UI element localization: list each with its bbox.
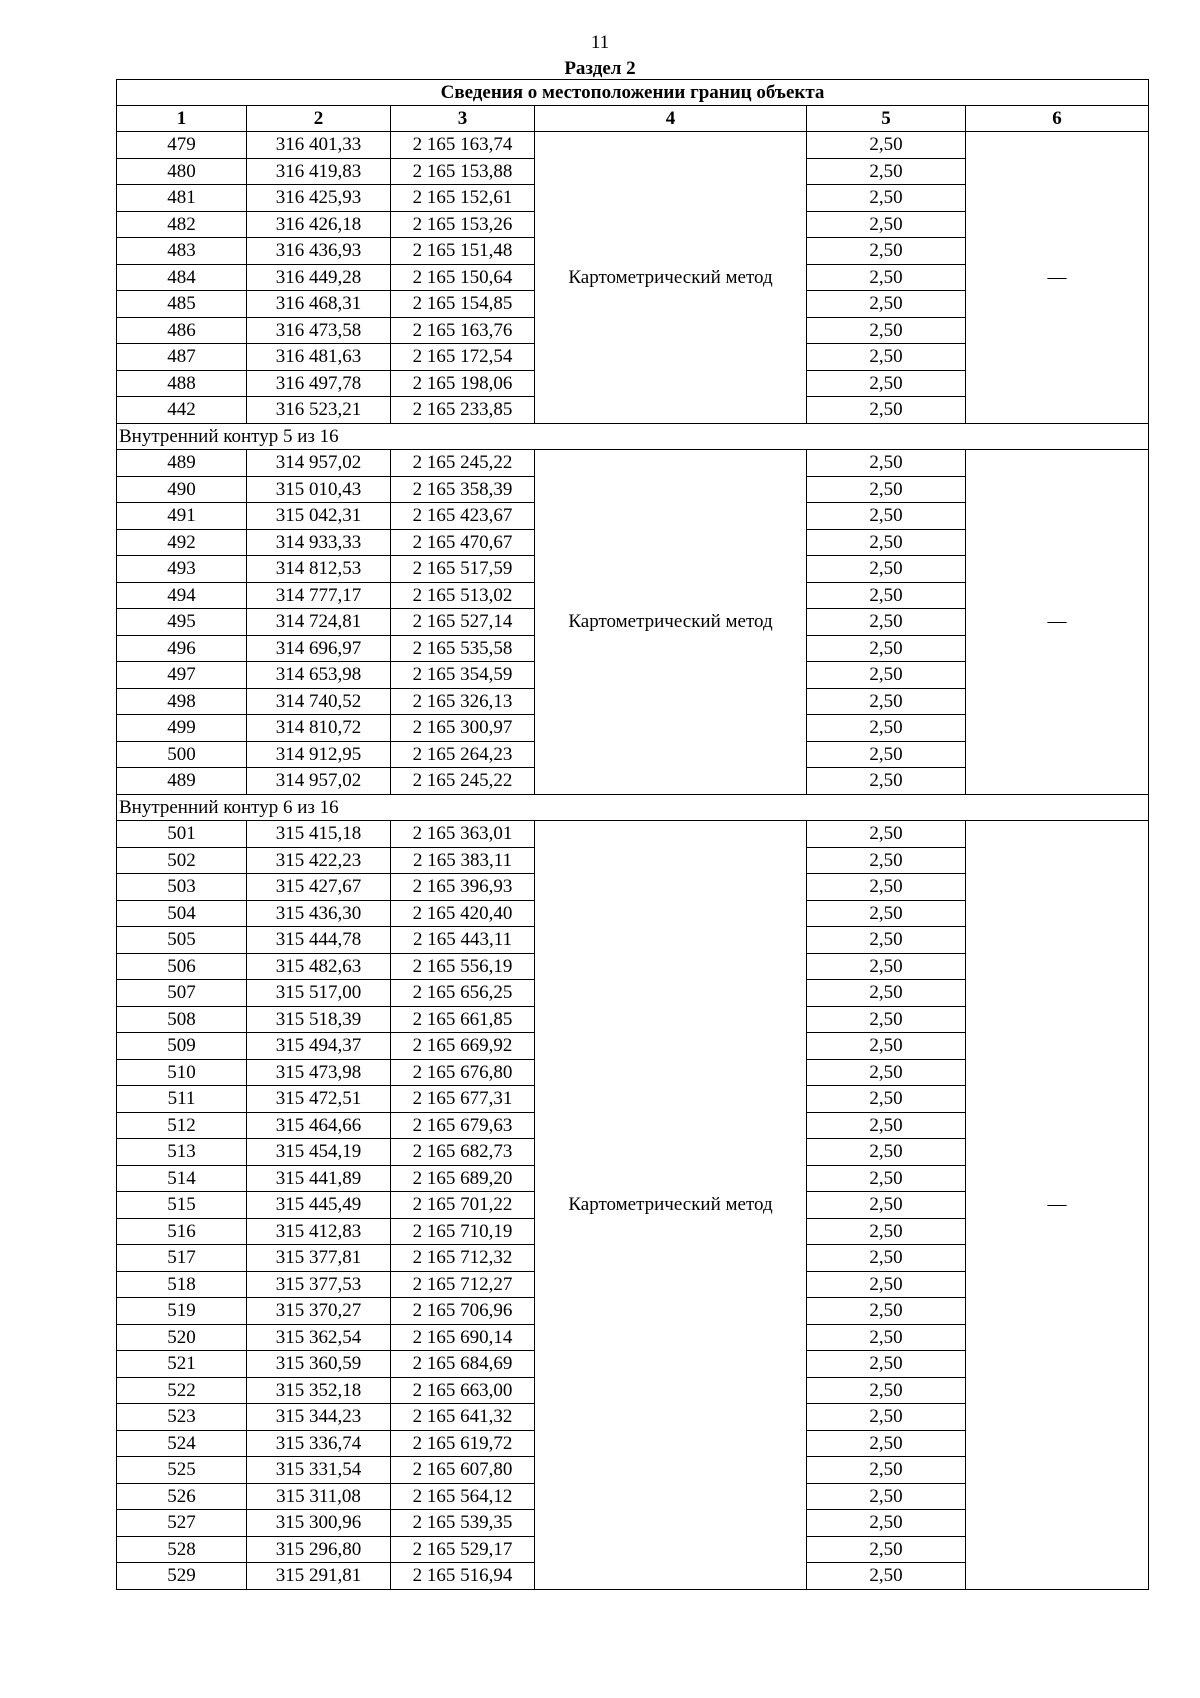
coord-y-cell: 2 165 151,48 [391,238,535,265]
precision-cell: 2,50 [807,1536,966,1563]
point-number-cell: 503 [117,874,247,901]
coord-x-cell: 315 291,81 [247,1563,391,1590]
coord-x-cell: 316 401,33 [247,132,391,159]
point-number-cell: 494 [117,582,247,609]
precision-cell: 2,50 [807,635,966,662]
precision-cell: 2,50 [807,1139,966,1166]
precision-cell: 2,50 [807,953,966,980]
coord-x-cell: 316 468,31 [247,291,391,318]
method-cell: Картометрический метод [535,450,807,795]
coord-x-cell: 314 777,17 [247,582,391,609]
precision-cell: 2,50 [807,450,966,477]
coord-x-cell: 315 360,59 [247,1351,391,1378]
point-number-cell: 495 [117,609,247,636]
coord-y-cell: 2 165 706,96 [391,1298,535,1325]
coord-y-cell: 2 165 423,67 [391,503,535,530]
coord-x-cell: 316 473,58 [247,317,391,344]
point-number-cell: 488 [117,370,247,397]
point-number-cell: 481 [117,185,247,212]
coord-y-cell: 2 165 669,92 [391,1033,535,1060]
point-number-cell: 521 [117,1351,247,1378]
coord-y-cell: 2 165 154,85 [391,291,535,318]
precision-cell: 2,50 [807,1086,966,1113]
coord-y-cell: 2 165 172,54 [391,344,535,371]
point-number-cell: 490 [117,476,247,503]
coord-x-cell: 315 473,98 [247,1059,391,1086]
precision-cell: 2,50 [807,556,966,583]
coord-y-cell: 2 165 619,72 [391,1430,535,1457]
coord-y-cell: 2 165 661,85 [391,1006,535,1033]
point-number-cell: 484 [117,264,247,291]
precision-cell: 2,50 [807,476,966,503]
column-number: 4 [535,106,807,132]
coord-x-cell: 314 957,02 [247,450,391,477]
coord-x-cell: 316 436,93 [247,238,391,265]
coord-y-cell: 2 165 712,27 [391,1271,535,1298]
point-number-cell: 500 [117,741,247,768]
point-number-cell: 489 [117,768,247,795]
coord-x-cell: 315 412,83 [247,1218,391,1245]
column-6-cell: — [966,450,1149,795]
column-number: 6 [966,106,1149,132]
precision-cell: 2,50 [807,688,966,715]
coord-x-cell: 316 523,21 [247,397,391,424]
coord-y-cell: 2 165 245,22 [391,450,535,477]
coord-y-cell: 2 165 163,76 [391,317,535,344]
point-number-cell: 528 [117,1536,247,1563]
table-row [117,821,1149,848]
point-number-cell: 442 [117,397,247,424]
precision-cell: 2,50 [807,927,966,954]
point-number-cell: 512 [117,1112,247,1139]
precision-cell: 2,50 [807,1510,966,1537]
coord-x-cell: 315 377,53 [247,1271,391,1298]
precision-cell: 2,50 [807,185,966,212]
precision-cell: 2,50 [807,344,966,371]
table-row [117,450,1149,477]
coord-x-cell: 316 419,83 [247,158,391,185]
precision-cell: 2,50 [807,1563,966,1590]
point-number-cell: 514 [117,1165,247,1192]
precision-cell: 2,50 [807,1245,966,1272]
precision-cell: 2,50 [807,370,966,397]
coord-x-cell: 315 352,18 [247,1377,391,1404]
coord-x-cell: 315 464,66 [247,1112,391,1139]
coord-y-cell: 2 165 443,11 [391,927,535,954]
precision-cell: 2,50 [807,1006,966,1033]
contour-label: Внутренний контур 6 из 16 [117,794,1149,821]
point-number-cell: 498 [117,688,247,715]
point-number-cell: 487 [117,344,247,371]
coord-x-cell: 314 957,02 [247,768,391,795]
coord-x-cell: 315 427,67 [247,874,391,901]
point-number-cell: 513 [117,1139,247,1166]
point-number-cell: 496 [117,635,247,662]
column-number-row [117,106,1149,132]
coord-x-cell: 316 481,63 [247,344,391,371]
precision-cell: 2,50 [807,132,966,159]
precision-cell: 2,50 [807,715,966,742]
coord-x-cell: 315 296,80 [247,1536,391,1563]
coord-y-cell: 2 165 539,35 [391,1510,535,1537]
coord-x-cell: 315 517,00 [247,980,391,1007]
point-number-cell: 501 [117,821,247,848]
coord-x-cell: 315 336,74 [247,1430,391,1457]
precision-cell: 2,50 [807,821,966,848]
coord-y-cell: 2 165 245,22 [391,768,535,795]
column-number: 5 [807,106,966,132]
coord-x-cell: 314 812,53 [247,556,391,583]
point-number-cell: 522 [117,1377,247,1404]
coord-y-cell: 2 165 684,69 [391,1351,535,1378]
precision-cell: 2,50 [807,874,966,901]
point-number-cell: 505 [117,927,247,954]
column-number: 3 [391,106,535,132]
point-number-cell: 493 [117,556,247,583]
coord-x-cell: 316 497,78 [247,370,391,397]
coord-x-cell: 315 331,54 [247,1457,391,1484]
precision-cell: 2,50 [807,582,966,609]
section-title: Раздел 2 [564,58,636,79]
method-cell: Картометрический метод [535,132,807,424]
point-number-cell: 519 [117,1298,247,1325]
coord-y-cell: 2 165 529,17 [391,1536,535,1563]
coord-x-cell: 315 436,30 [247,900,391,927]
coord-y-cell: 2 165 300,97 [391,715,535,742]
coord-y-cell: 2 165 676,80 [391,1059,535,1086]
point-number-cell: 491 [117,503,247,530]
contour-header-row [117,423,1149,450]
point-number-cell: 517 [117,1245,247,1272]
precision-cell: 2,50 [807,741,966,768]
point-number-cell: 507 [117,980,247,1007]
point-number-cell: 524 [117,1430,247,1457]
boundary-coordinates-table [116,79,1149,1590]
precision-cell: 2,50 [807,1324,966,1351]
table-body [117,80,1149,1590]
precision-cell: 2,50 [807,1351,966,1378]
precision-cell: 2,50 [807,1059,966,1086]
coord-y-cell: 2 165 326,13 [391,688,535,715]
point-number-cell: 509 [117,1033,247,1060]
point-number-cell: 525 [117,1457,247,1484]
coord-x-cell: 315 441,89 [247,1165,391,1192]
point-number-cell: 523 [117,1404,247,1431]
point-number-cell: 520 [117,1324,247,1351]
contour-header-row [117,794,1149,821]
column-number: 2 [247,106,391,132]
coord-y-cell: 2 165 682,73 [391,1139,535,1166]
coord-x-cell: 315 482,63 [247,953,391,980]
point-number-cell: 504 [117,900,247,927]
precision-cell: 2,50 [807,1483,966,1510]
coord-x-cell: 316 449,28 [247,264,391,291]
precision-cell: 2,50 [807,1112,966,1139]
coord-y-cell: 2 165 517,59 [391,556,535,583]
column-number: 1 [117,106,247,132]
precision-cell: 2,50 [807,609,966,636]
precision-cell: 2,50 [807,1033,966,1060]
coord-y-cell: 2 165 470,67 [391,529,535,556]
point-number-cell: 527 [117,1510,247,1537]
coord-x-cell: 315 415,18 [247,821,391,848]
precision-cell: 2,50 [807,1192,966,1219]
coord-y-cell: 2 165 513,02 [391,582,535,609]
precision-cell: 2,50 [807,900,966,927]
precision-cell: 2,50 [807,847,966,874]
coord-y-cell: 2 165 264,23 [391,741,535,768]
coord-y-cell: 2 165 233,85 [391,397,535,424]
point-number-cell: 485 [117,291,247,318]
point-number-cell: 510 [117,1059,247,1086]
coord-x-cell: 314 933,33 [247,529,391,556]
precision-cell: 2,50 [807,211,966,238]
coord-x-cell: 315 444,78 [247,927,391,954]
coord-y-cell: 2 165 527,14 [391,609,535,636]
coord-y-cell: 2 165 363,01 [391,821,535,848]
coord-x-cell: 315 377,81 [247,1245,391,1272]
table-row [117,132,1149,159]
precision-cell: 2,50 [807,264,966,291]
coord-y-cell: 2 165 150,64 [391,264,535,291]
coord-x-cell: 315 445,49 [247,1192,391,1219]
point-number-cell: 482 [117,211,247,238]
contour-label: Внутренний контур 5 из 16 [117,423,1149,450]
precision-cell: 2,50 [807,1298,966,1325]
coord-x-cell: 314 740,52 [247,688,391,715]
coord-x-cell: 315 042,31 [247,503,391,530]
coord-y-cell: 2 165 198,06 [391,370,535,397]
coord-y-cell: 2 165 556,19 [391,953,535,980]
coord-y-cell: 2 165 358,39 [391,476,535,503]
coord-x-cell: 315 422,23 [247,847,391,874]
precision-cell: 2,50 [807,662,966,689]
precision-cell: 2,50 [807,529,966,556]
precision-cell: 2,50 [807,158,966,185]
coord-x-cell: 315 010,43 [247,476,391,503]
precision-cell: 2,50 [807,1457,966,1484]
coord-y-cell: 2 165 641,32 [391,1404,535,1431]
coord-x-cell: 315 344,23 [247,1404,391,1431]
point-number-cell: 515 [117,1192,247,1219]
column-6-cell: — [966,132,1149,424]
coord-x-cell: 316 425,93 [247,185,391,212]
coord-y-cell: 2 165 656,25 [391,980,535,1007]
point-number-cell: 480 [117,158,247,185]
coord-y-cell: 2 165 383,11 [391,847,535,874]
point-number-cell: 486 [117,317,247,344]
coord-y-cell: 2 165 153,88 [391,158,535,185]
coord-y-cell: 2 165 396,93 [391,874,535,901]
point-number-cell: 511 [117,1086,247,1113]
coord-x-cell: 314 810,72 [247,715,391,742]
coord-x-cell: 315 494,37 [247,1033,391,1060]
point-number-cell: 518 [117,1271,247,1298]
method-cell: Картометрический метод [535,821,807,1590]
coord-y-cell: 2 165 163,74 [391,132,535,159]
coord-y-cell: 2 165 677,31 [391,1086,535,1113]
precision-cell: 2,50 [807,397,966,424]
column-6-cell: — [966,821,1149,1590]
coord-y-cell: 2 165 607,80 [391,1457,535,1484]
precision-cell: 2,50 [807,768,966,795]
coord-x-cell: 314 653,98 [247,662,391,689]
coord-y-cell: 2 165 689,20 [391,1165,535,1192]
point-number-cell: 508 [117,1006,247,1033]
coord-y-cell: 2 165 153,26 [391,211,535,238]
coord-y-cell: 2 165 710,19 [391,1218,535,1245]
coord-x-cell: 315 472,51 [247,1086,391,1113]
point-number-cell: 479 [117,132,247,159]
coord-y-cell: 2 165 564,12 [391,1483,535,1510]
coord-y-cell: 2 165 516,94 [391,1563,535,1590]
precision-cell: 2,50 [807,1165,966,1192]
precision-cell: 2,50 [807,1377,966,1404]
page-number: 11 [590,32,610,53]
point-number-cell: 497 [117,662,247,689]
coord-y-cell: 2 165 679,63 [391,1112,535,1139]
point-number-cell: 529 [117,1563,247,1590]
coord-x-cell: 315 370,27 [247,1298,391,1325]
point-number-cell: 489 [117,450,247,477]
coord-y-cell: 2 165 420,40 [391,900,535,927]
precision-cell: 2,50 [807,1430,966,1457]
precision-cell: 2,50 [807,503,966,530]
coord-y-cell: 2 165 535,58 [391,635,535,662]
precision-cell: 2,50 [807,1404,966,1431]
point-number-cell: 502 [117,847,247,874]
point-number-cell: 506 [117,953,247,980]
point-number-cell: 526 [117,1483,247,1510]
coord-x-cell: 315 311,08 [247,1483,391,1510]
coord-y-cell: 2 165 701,22 [391,1192,535,1219]
coord-y-cell: 2 165 663,00 [391,1377,535,1404]
coord-y-cell: 2 165 152,61 [391,185,535,212]
coord-y-cell: 2 165 712,32 [391,1245,535,1272]
coord-x-cell: 316 426,18 [247,211,391,238]
point-number-cell: 516 [117,1218,247,1245]
coord-y-cell: 2 165 354,59 [391,662,535,689]
coord-y-cell: 2 165 690,14 [391,1324,535,1351]
precision-cell: 2,50 [807,317,966,344]
coord-x-cell: 315 300,96 [247,1510,391,1537]
coord-x-cell: 315 362,54 [247,1324,391,1351]
point-number-cell: 492 [117,529,247,556]
coord-x-cell: 315 518,39 [247,1006,391,1033]
coord-x-cell: 315 454,19 [247,1139,391,1166]
point-number-cell: 499 [117,715,247,742]
point-number-cell: 483 [117,238,247,265]
precision-cell: 2,50 [807,980,966,1007]
precision-cell: 2,50 [807,238,966,265]
coord-x-cell: 314 696,97 [247,635,391,662]
coord-x-cell: 314 724,81 [247,609,391,636]
precision-cell: 2,50 [807,1218,966,1245]
precision-cell: 2,50 [807,1271,966,1298]
precision-cell: 2,50 [807,291,966,318]
table-caption: Сведения о местоположении границ объекта [117,80,1149,106]
coord-x-cell: 314 912,95 [247,741,391,768]
table-caption-row [117,80,1149,106]
